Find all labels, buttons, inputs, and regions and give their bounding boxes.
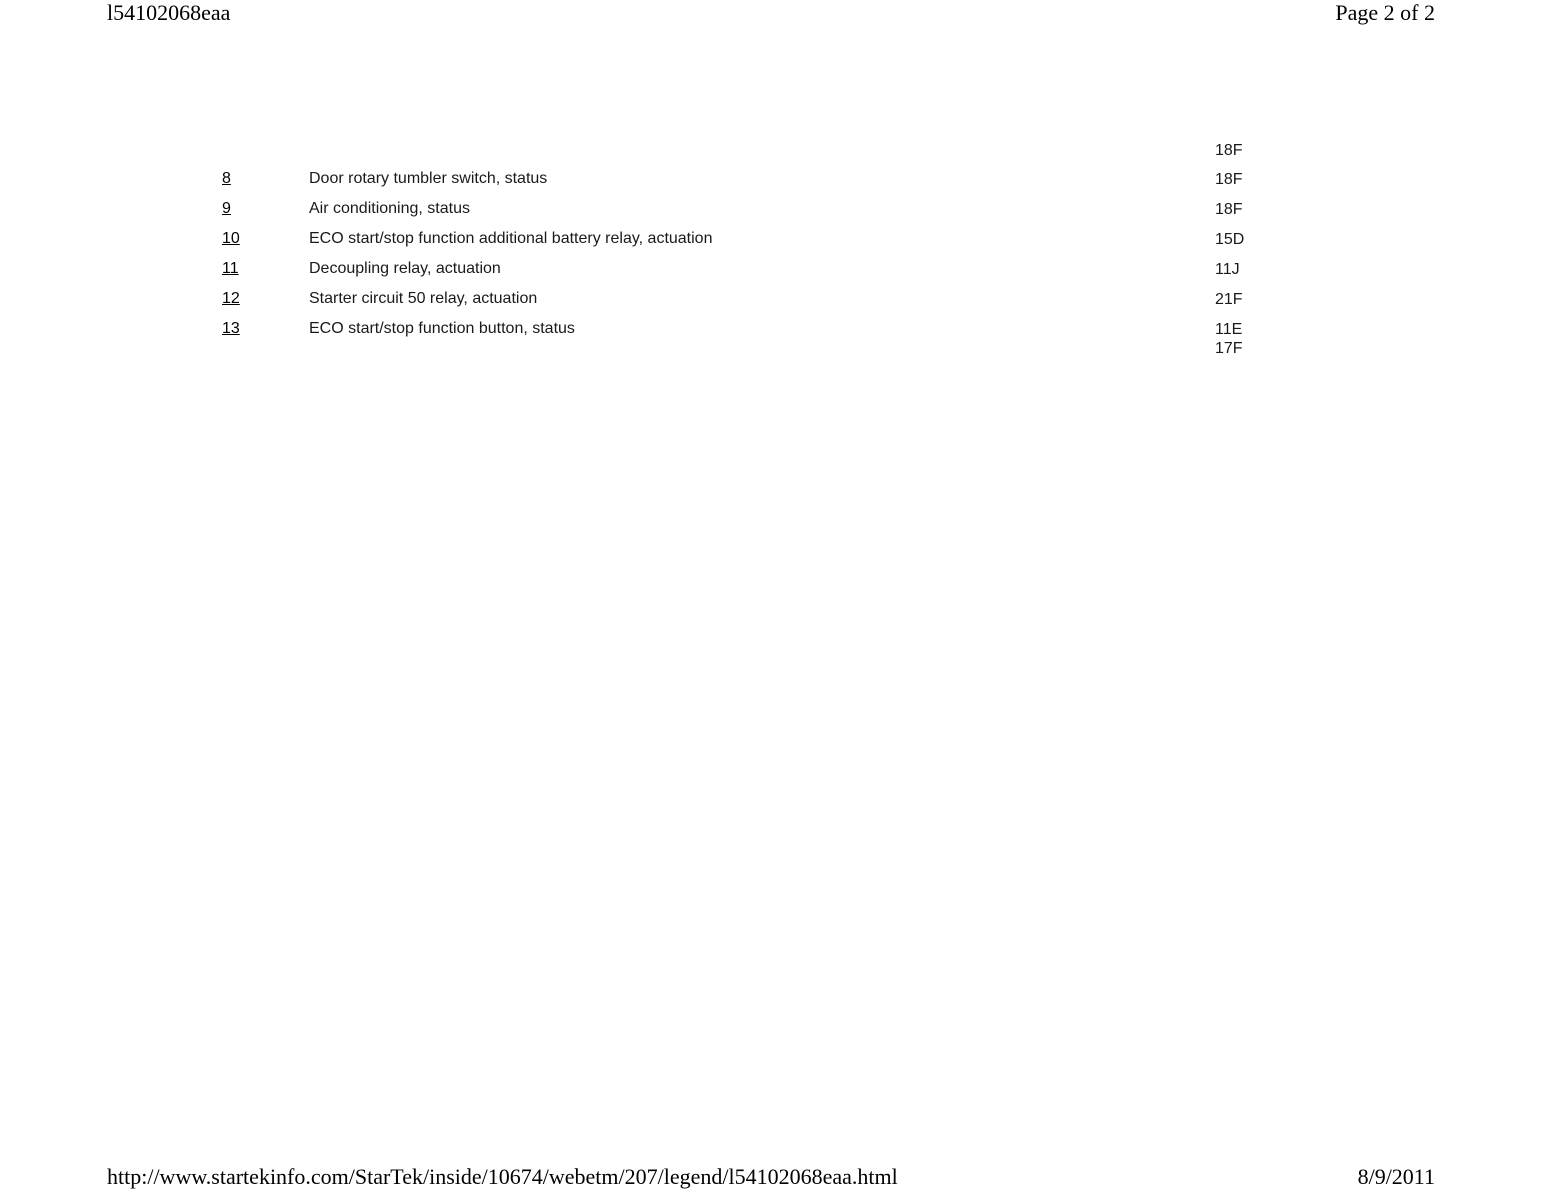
legend-number-link[interactable]: 11 — [222, 260, 239, 277]
grid-ref: 21F — [1215, 291, 1243, 308]
grid-ref: 11J — [1215, 261, 1240, 278]
grid-refs — [1215, 200, 1243, 219]
source-url: http://www.startekinfo.com/StarTek/inside/10674/webetm/207/legend/l54102068eaa.html — [107, 1164, 898, 1189]
legend-description: ECO start/stop function button, status — [309, 320, 575, 337]
grid-ref: 18F — [1215, 201, 1243, 218]
grid-refs — [1215, 320, 1243, 358]
grid-ref: 15D — [1215, 231, 1245, 248]
legend-description: Decoupling relay, actuation — [309, 260, 501, 277]
grid-ref: 18F — [1215, 142, 1243, 159]
legend-description: ECO start/stop function additional battery relay, actuation — [309, 230, 713, 247]
legend-table — [0, 138, 1568, 357]
page-number: Page 2 of 2 — [1335, 0, 1435, 25]
legend-row-continued — [0, 138, 1568, 168]
legend-row — [0, 288, 1568, 318]
grid-ref: 18F — [1215, 171, 1243, 188]
grid-refs — [1215, 170, 1243, 189]
grid-refs — [1215, 260, 1240, 279]
document-id: l54102068eaa — [107, 0, 231, 25]
grid-refs — [1215, 290, 1243, 309]
grid-ref: 11E — [1215, 321, 1243, 338]
legend-number-link[interactable]: 9 — [222, 200, 231, 217]
grid-ref: 17F — [1215, 340, 1243, 357]
legend-row — [0, 318, 1568, 357]
legend-row — [0, 258, 1568, 288]
legend-row — [0, 168, 1568, 198]
legend-row — [0, 228, 1568, 258]
print-date: 8/9/2011 — [1357, 1164, 1435, 1189]
legend-description: Door rotary tumbler switch, status — [309, 170, 548, 187]
legend-number-link[interactable]: 8 — [222, 170, 231, 187]
legend-description: Starter circuit 50 relay, actuation — [309, 290, 538, 307]
legend-number-link[interactable]: 12 — [222, 290, 240, 307]
grid-refs — [1215, 230, 1244, 249]
legend-number-link[interactable]: 10 — [222, 230, 240, 247]
legend-description: Air conditioning, status — [309, 200, 470, 217]
grid-refs — [1215, 141, 1243, 160]
legend-number-link[interactable]: 13 — [222, 320, 240, 337]
legend-row — [0, 198, 1568, 228]
